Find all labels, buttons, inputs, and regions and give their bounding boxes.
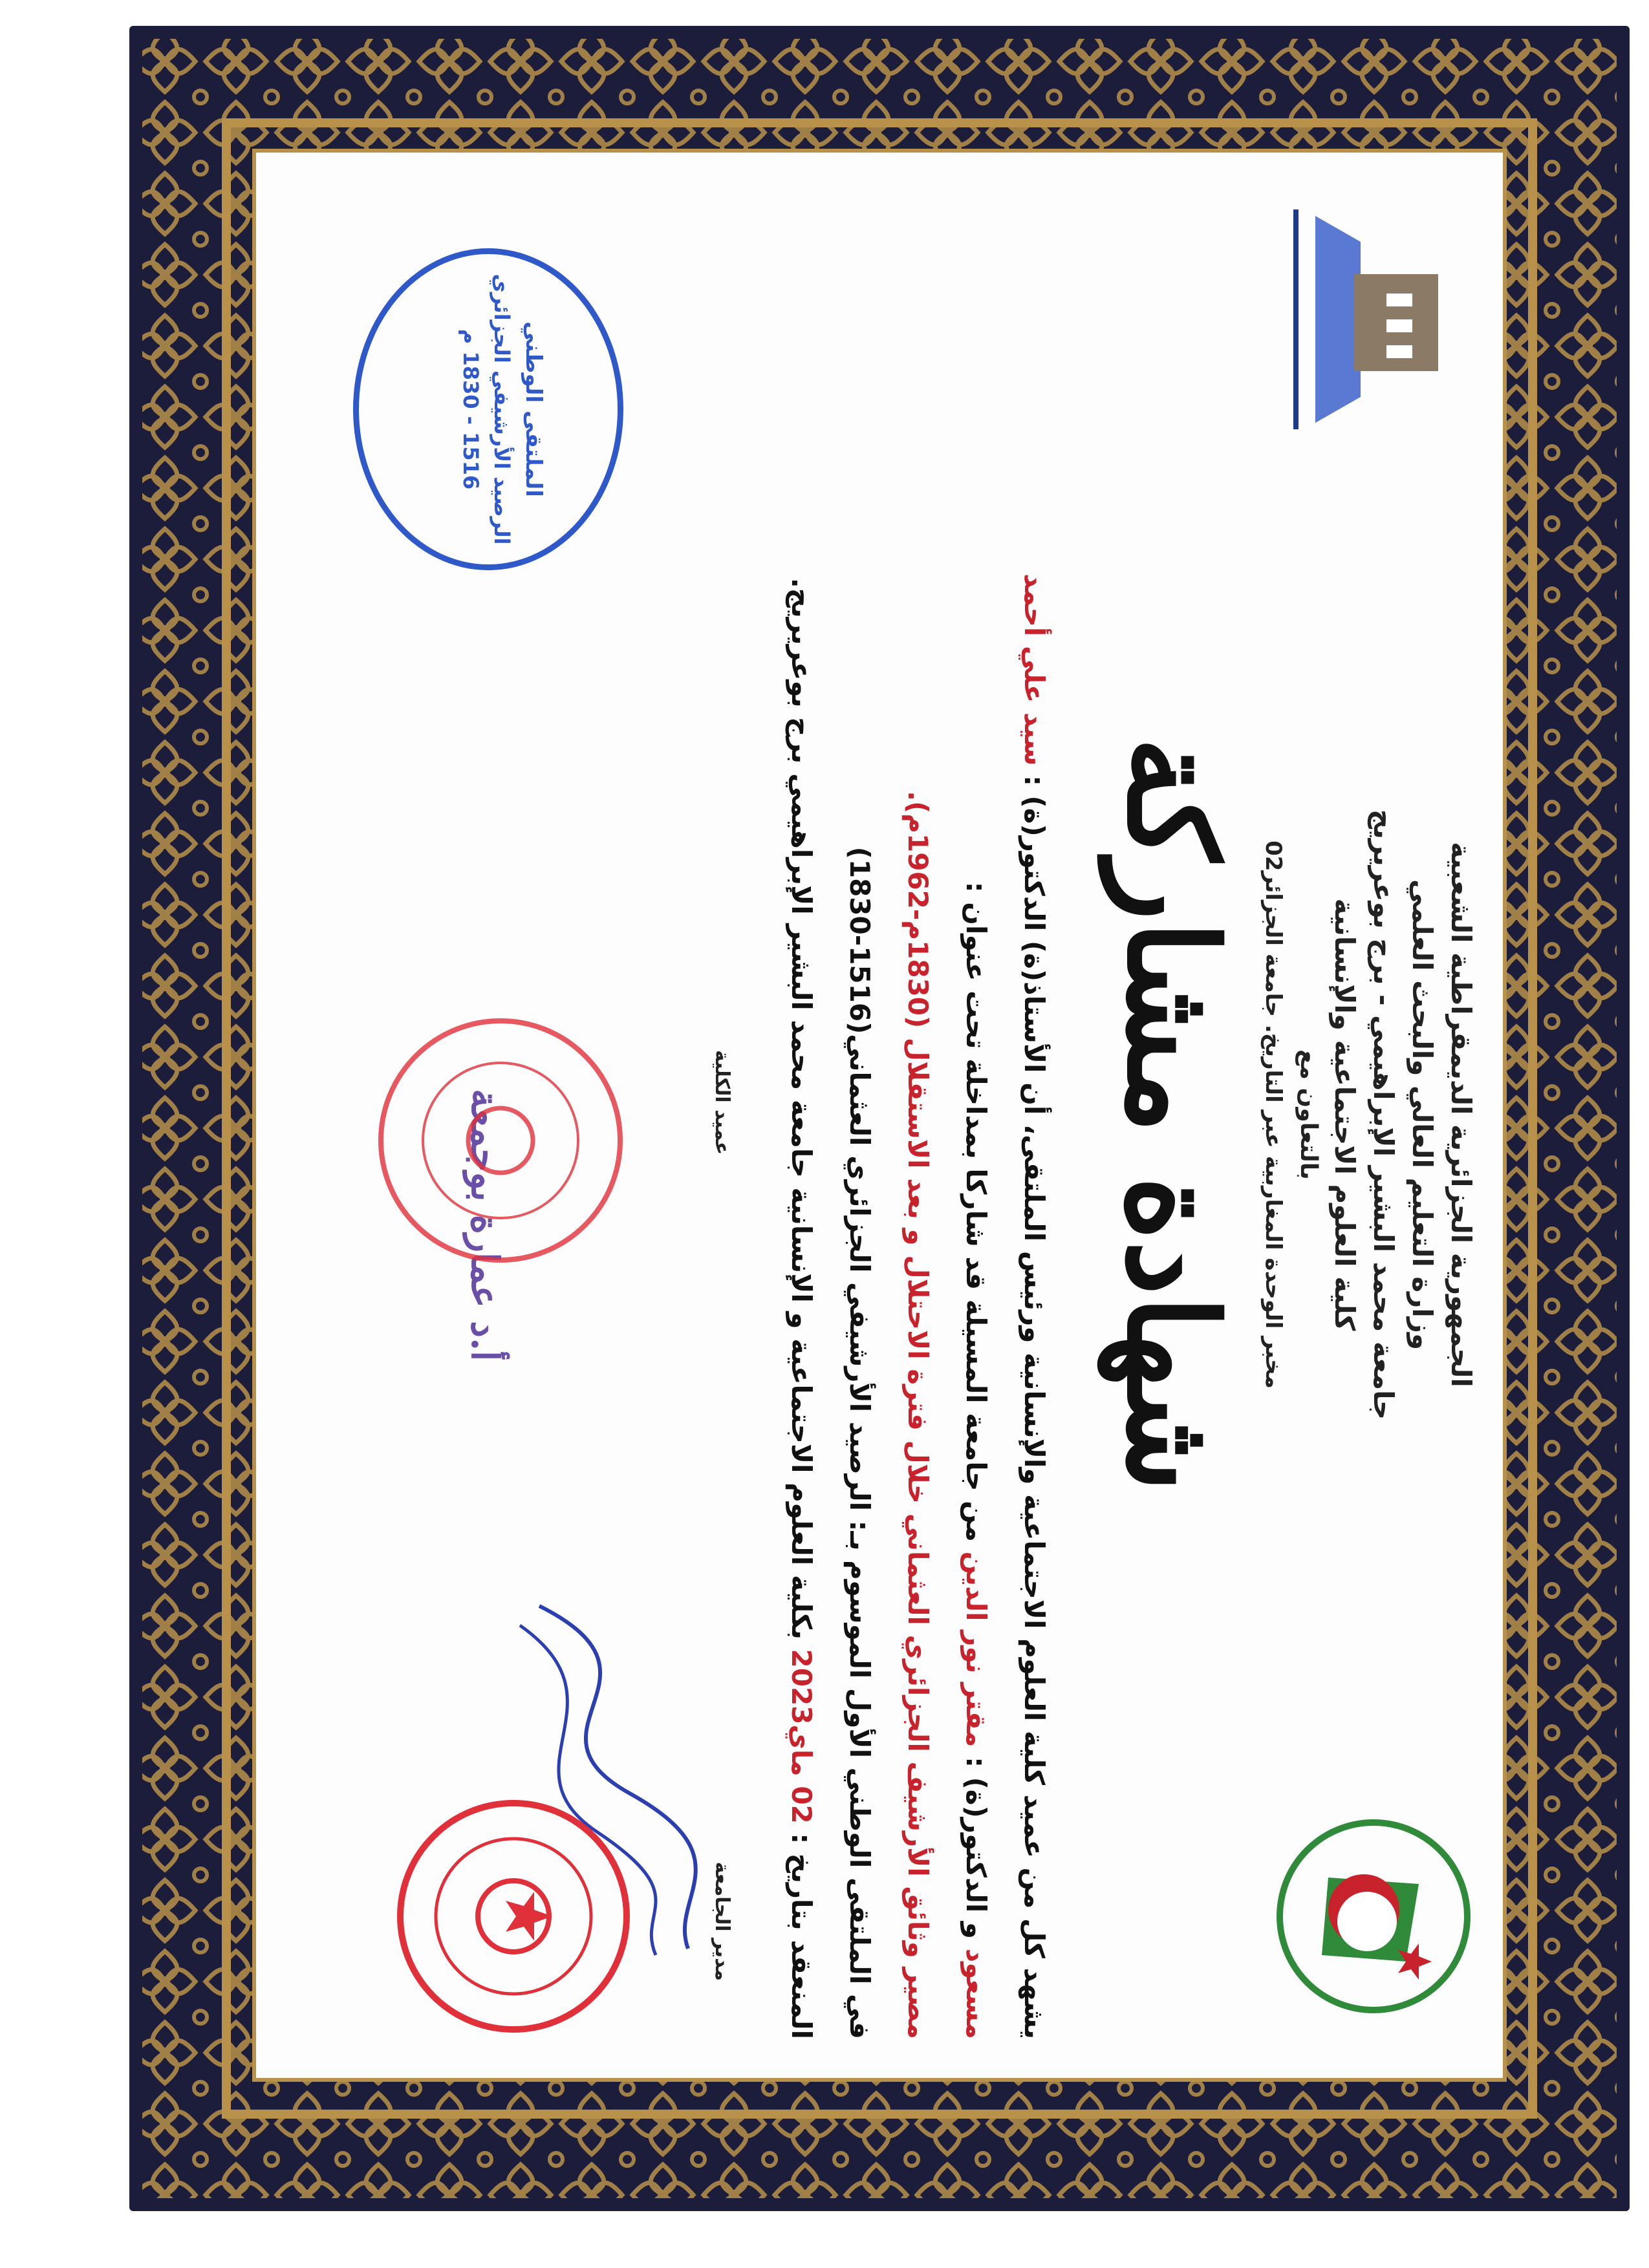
header-lab: مخبر الوحدة المغاربية عبر التاريخ. جامعة الجزائر02	[1260, 840, 1286, 1389]
participant-name-2: مقتر نور الدين	[960, 1551, 992, 1748]
body-venue: بكلية العلوم الاجتماعية و الإنسانية جامعة محمد البشير الإبراهيمي برج بوعريريج.	[786, 577, 817, 1640]
paper-title: مصير وثائق الأرشيف الجزائري العثماني خلال فترة الاحتلال و بعد الاستقلال (1830م-1962م).	[902, 791, 934, 2039]
red-faculty-stamp	[371, 1005, 630, 1276]
participant-name-1: سيد علي أحمد	[1018, 573, 1050, 766]
body-intro: يشهد كل من عميد كلية العلوم الاجتماعية والإنسانية ورئيس الملتقى، أن الأستاذ(ة) الدكتور(ة) :	[1018, 775, 1050, 2039]
signature-label-dean: عميد الكلية	[711, 1050, 733, 1155]
event-date: 02 ماي2023	[786, 1649, 817, 1824]
body-line-5	[786, 578, 817, 2039]
header-university: جامعة محمد البشير الإبراهيمي - برج بوعريريج	[1368, 809, 1399, 1420]
header-ministry: وزارة التعليم العالي والبحث العلمي	[1406, 879, 1438, 1351]
certificate-content	[255, 151, 1503, 2078]
blue-stamp-line-1: الملتقى الوطني	[521, 321, 546, 497]
body-line-1	[1018, 573, 1050, 2039]
dean-name-stamp: أ.د عمارة بوجمعة	[463, 1089, 507, 1362]
body-date-label: المنعقد بتاريخ :	[786, 1833, 817, 2039]
certificate-title: شهادة مشاركة	[1100, 736, 1244, 1493]
blue-stamp-line-3: 1516 - 1830 م	[458, 328, 483, 490]
blue-conference-stamp	[353, 248, 623, 570]
body-and-doctor: و الدكتور(ة) :	[960, 1757, 992, 1940]
body-line-4: في الملتقى الوطني الأول الموسوم بـ: الرصيد الأرشيفي الجزائري العثماني(1516-1830)	[844, 846, 876, 2039]
body-university: من جامعة المسيلة قد شاركا بمداخلة تحت عنوان :	[960, 881, 992, 1542]
blue-stamp-line-2: الرصيد الأرشيفي الجزائري	[490, 273, 514, 545]
body-line-2	[960, 882, 992, 2039]
participant-name-1-cont: مسعود	[960, 1948, 992, 2039]
signature-label-rector: مدير الجامعة	[711, 1861, 733, 1981]
header-faculty: كلية العلوم الاجتماعية والإنسانية	[1329, 898, 1361, 1331]
red-official-stamp	[391, 1793, 636, 2039]
header-cooperation: بالتعاون مع	[1295, 1049, 1322, 1180]
university-logo	[1270, 203, 1477, 436]
conference-logo	[1270, 1813, 1477, 2020]
header-republic: الجمهورية الجزائرية الديمقراطية الشعبية	[1445, 842, 1477, 1387]
